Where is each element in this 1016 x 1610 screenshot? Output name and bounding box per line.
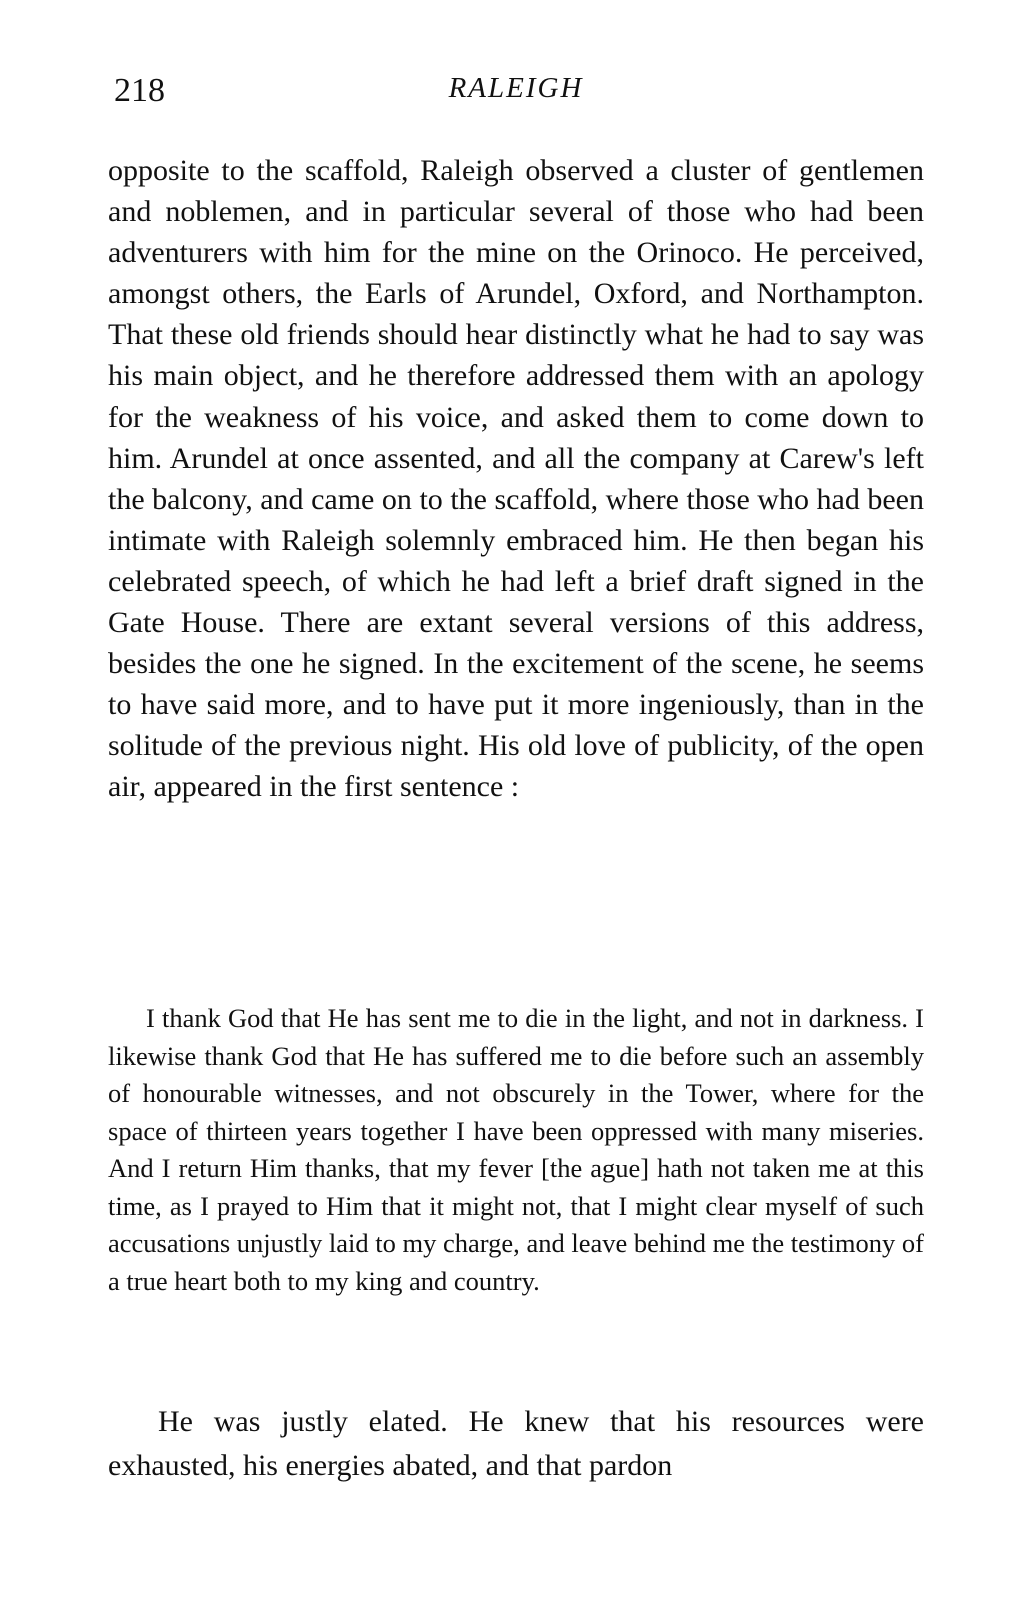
body-paragraph-1-container bbox=[108, 150, 924, 808]
running-title: RALEIGH bbox=[448, 72, 584, 104]
page-header bbox=[108, 72, 924, 122]
body-paragraph-2-container bbox=[108, 1400, 924, 1488]
page-number: 218 bbox=[114, 72, 165, 109]
block-quotation-container bbox=[108, 1000, 924, 1300]
block-quotation: I thank God that He has sent me to die in the light, and not in darkness. I likewise thank God that He has suffered me to die before such an assembly of honourable witnesses, and not obscurely in the Tower, where for the space of thirteen years together I have been oppressed with many miseries. And I return Him thanks, that my fever [the ague] hath not taken me at this time, as I prayed to Him that it might not, that I might clear myself of such accusations unjustly laid to my charge, and leave behind me the testimony of a true heart both to my king and country. bbox=[108, 1003, 924, 1296]
body-paragraph-2: He was justly elated. He knew that his resources were exhausted, his energies abated, and that pardon bbox=[108, 1405, 924, 1482]
body-paragraph-1: opposite to the scaffold, Raleigh observed a cluster of gentlemen and noblemen, and in particular several of those who had been adventurers with him for the mine on the Orinoco. He perceived, amongst others, the Earls of Arundel, Oxford, and Northampton. That these old friends should hear distinctly what he had to say was his main object, and he therefore addressed them with an apology for the weakness of his voice, and asked them to come down to him. Arundel at once assented, and all the company at Carew's left the balcony, and came on to the scaffold, where those who had been intimate with Raleigh solemnly embraced him. He then began his celebrated speech, of which he had left a brief draft signed in the Gate House. There are extant several versions of this address, besides the one he signed. In the excitement of the scene, he seems to have said more, and to have put it more ingeniously, than in the solitude of the previous night. His old love of publicity, of the open air, appeared in the first sentence : bbox=[108, 154, 924, 804]
